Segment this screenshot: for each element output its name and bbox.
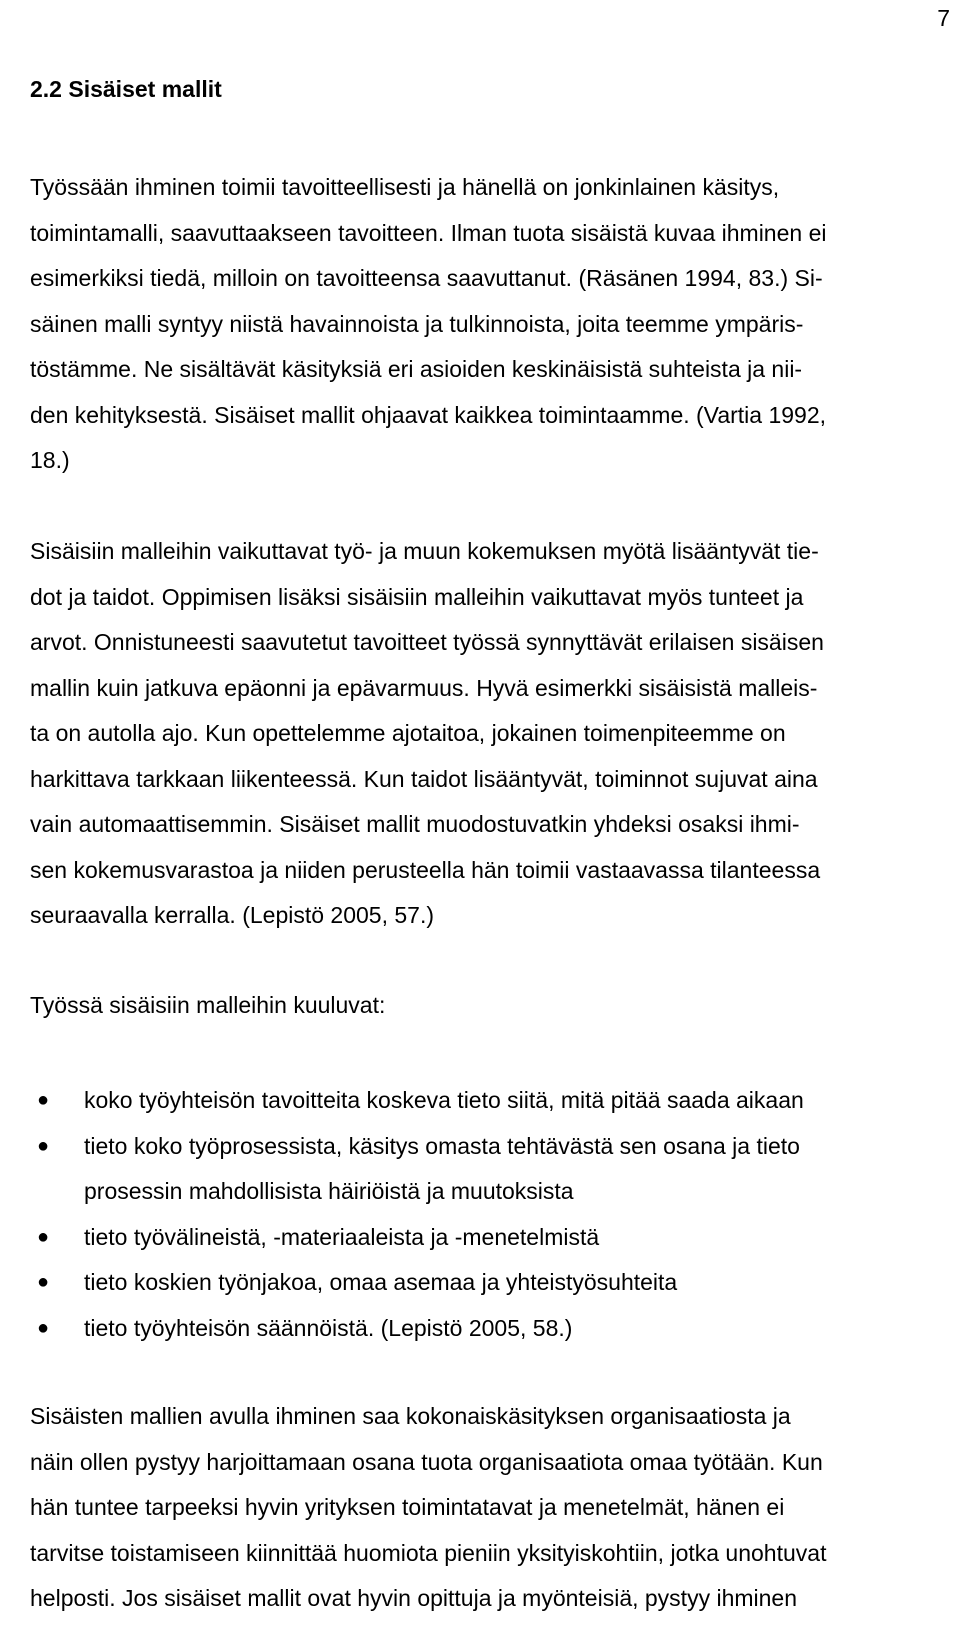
text-line: vain automaattisemmin. Sisäiset mallit muodostuvatkin yhdeksi osaksi ihmi- [30, 811, 800, 837]
bullet-list [30, 1078, 804, 1351]
bullet-icon: ● [37, 1134, 50, 1157]
text-line: ta on autolla ajo. Kun opettelemme ajotaitoa, jokainen toimenpiteemme on [30, 720, 786, 746]
text-line: dot ja taidot. Oppimisen lisäksi sisäisiin malleihin vaikuttavat myös tunteet ja [30, 583, 804, 610]
text-line: den kehityksestä. Sisäiset mallit ohjaavat kaikkea toimintaamme. (Vartia 1992, [30, 401, 827, 428]
bullet-icon: ● [37, 1225, 50, 1248]
text-line: tieto työvälineistä, -materiaaleista ja -menetelmistä [84, 1223, 600, 1250]
list-item [30, 1260, 804, 1306]
text-line: mallin kuin jatkuva epäonni ja epävarmuus. Hyvä esimerkki sisäisistä malleis- [30, 674, 818, 701]
text-line: helposti. Jos sisäiset mallit ovat hyvin opittuja ja myönteisiä, pystyy ihminen [30, 1585, 798, 1611]
text-line: tieto koko työprosessista, käsitys omasta tehtävästä sen osana ja tieto [84, 1132, 800, 1159]
text-line: seuraavalla kerralla. (Lepistö 2005, 57.) [30, 902, 435, 928]
text-line: töstämme. Ne sisältävät käsityksiä eri asioiden keskinäisistä suhteista ja nii- [30, 356, 803, 382]
bullet-icon: ● [37, 1316, 50, 1339]
text-line: toimintamalli, saavuttaakseen tavoitteen. Ilman tuota sisäistä kuvaa ihminen ei [30, 219, 827, 246]
paragraph-1 [30, 165, 955, 484]
text-line: harkittava tarkkaan liikenteessä. Kun taidot lisääntyvät, toiminnot sujuvat aina [30, 765, 818, 792]
text-line: tieto koskien työnjakoa, omaa asemaa ja yhteistyösuhteita [84, 1269, 678, 1295]
text-line: säinen malli syntyy niistä havainnoista ja tulkinnoista, joita teemme ympäris- [30, 310, 804, 337]
list-item [30, 1215, 804, 1261]
text-line: tieto työyhteisön säännöistä. (Lepistö 2005, 58.) [84, 1314, 573, 1341]
text-line: 18.) [30, 447, 70, 473]
text-line: Sisäisten mallien avulla ihminen saa kokonaiskäsityksen organisaatiosta ja [30, 1403, 791, 1429]
paragraph-final [30, 1394, 955, 1622]
paragraph-2 [30, 529, 955, 939]
text-line: koko työyhteisön tavoitteita koskeva tieto siitä, mitä pitää saada aikaan [84, 1087, 804, 1113]
text-line: Työssä sisäisiin malleihin kuuluvat: [30, 992, 386, 1018]
text-line: Työssään ihminen toimii tavoitteellisesti ja hänellä on jonkinlainen käsitys, [30, 174, 780, 200]
page-number: 7 [937, 5, 950, 31]
text-line: hän tuntee tarpeeksi hyvin yrityksen toimintatavat ja menetelmät, hänen ei [30, 1494, 785, 1520]
text-line: sen kokemusvarastoa ja niiden perusteella hän toimii vastaavassa tilanteessa [30, 856, 821, 883]
bullet-icon: ● [37, 1089, 50, 1111]
list-item [30, 1078, 804, 1124]
text-line: Sisäisiin malleihin vaikuttavat työ- ja muun kokemuksen myötä lisääntyvät tie- [30, 538, 819, 564]
bullet-icon: ● [37, 1271, 50, 1293]
text-line: arvot. Onnistuneesti saavutetut tavoitteet työssä synnyttävät erilaisen sisäisen [30, 629, 824, 655]
section-heading: 2.2 Sisäiset mallit [30, 76, 222, 102]
text-line: tarvitse toistamiseen kiinnittää huomiota pieniin yksityiskohtiin, jotka unohtuvat [30, 1539, 827, 1566]
list-item [30, 1124, 804, 1215]
text-line: näin ollen pystyy harjoittamaan osana tuota organisaatiota omaa työtään. Kun [30, 1448, 823, 1475]
list-intro [30, 983, 955, 1029]
text-line: prosessin mahdollisista häiriöistä ja muutoksista [84, 1178, 574, 1204]
text-line: esimerkiksi tiedä, milloin on tavoitteensa saavuttanut. (Räsänen 1994, 83.) Si- [30, 265, 823, 291]
list-item [30, 1306, 804, 1352]
